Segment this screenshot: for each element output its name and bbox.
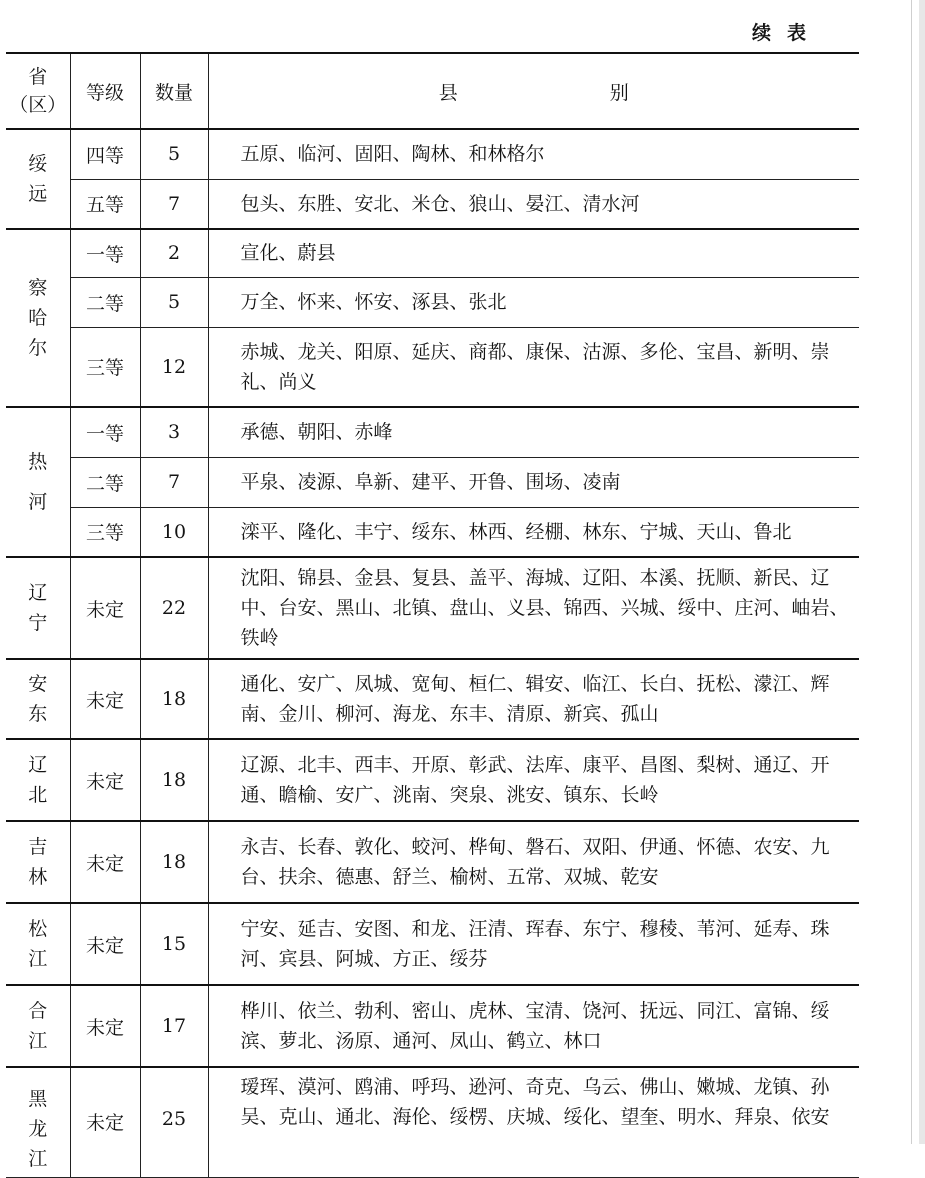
table-row [6, 229, 859, 277]
table-row [6, 659, 859, 739]
table-row [6, 557, 859, 659]
count-cell: 18 [140, 659, 208, 739]
counties-cell: 辽源、北丰、西丰、开原、彰武、法库、康平、昌图、梨树、通辽、开通、瞻榆、安广、洮南、突泉、洮安、镇东、长岭 [208, 739, 859, 821]
province-cell: 辽 宁 [6, 557, 70, 659]
grade-cell: 二等 [70, 457, 140, 507]
count-cell: 2 [140, 229, 208, 277]
counties-cell: 沈阳、锦县、金县、复县、盖平、海城、辽阳、本溪、抚顺、新民、辽中、台安、黑山、北镇、盘山、义县、锦西、兴城、绥中、庄河、岫岩、铁岭 [208, 557, 859, 659]
county-grade-table [6, 52, 859, 1178]
province-cell: 合 江 [6, 985, 70, 1067]
grade-cell: 未定 [70, 557, 140, 659]
count-cell: 18 [140, 739, 208, 821]
counties-cell: 万全、怀来、怀安、涿县、张北 [208, 277, 859, 327]
counties-cell: 宣化、蔚县 [208, 229, 859, 277]
table-header-row [6, 53, 859, 129]
grade-cell: 未定 [70, 659, 140, 739]
counties-cell: 滦平、隆化、丰宁、绥东、林西、经棚、林东、宁城、天山、鲁北 [208, 507, 859, 557]
table-row [6, 507, 859, 557]
count-cell: 3 [140, 407, 208, 457]
grade-cell: 未定 [70, 821, 140, 903]
grade-cell: 未定 [70, 985, 140, 1067]
count-cell: 22 [140, 557, 208, 659]
table-row [6, 327, 859, 407]
table-row [6, 1067, 859, 1177]
continued-table-label: 续 表 [752, 22, 809, 44]
grade-cell: 五等 [70, 179, 140, 229]
counties-cell: 包头、东胜、安北、米仓、狼山、晏江、清水河 [208, 179, 859, 229]
province-cell: 察 哈 尔 [6, 229, 70, 407]
table-row [6, 985, 859, 1067]
province-cell: 黑 龙 江 [6, 1067, 70, 1177]
province-cell: 辽 北 [6, 739, 70, 821]
province-cell: 吉 林 [6, 821, 70, 903]
table-row [6, 179, 859, 229]
table-row [6, 457, 859, 507]
grade-cell: 未定 [70, 739, 140, 821]
grade-cell: 一等 [70, 407, 140, 457]
table-row [6, 407, 859, 457]
grade-cell: 三等 [70, 507, 140, 557]
count-cell: 5 [140, 277, 208, 327]
counties-cell: 通化、安广、凤城、宽甸、桓仁、辑安、临江、长白、抚松、濛江、辉南、金川、柳河、海龙、东丰、清原、新宾、孤山 [208, 659, 859, 739]
grade-cell: 未定 [70, 1067, 140, 1177]
count-cell: 12 [140, 327, 208, 407]
counties-cell: 平泉、凌源、阜新、建平、开鲁、围场、凌南 [208, 457, 859, 507]
table-row [6, 903, 859, 985]
header-counties: 县 别 [208, 53, 859, 129]
counties-cell: 瑷珲、漠河、鸥浦、呼玛、逊河、奇克、乌云、佛山、嫩城、龙镇、孙吴、克山、通北、海伦、绥楞、庆城、绥化、望奎、明水、拜泉、依安 [208, 1067, 859, 1177]
count-cell: 17 [140, 985, 208, 1067]
count-cell: 15 [140, 903, 208, 985]
scan-edge-shadow [919, 0, 925, 1144]
grade-cell: 未定 [70, 903, 140, 985]
province-cell: 绥 远 [6, 129, 70, 229]
counties-cell: 赤城、龙关、阳原、延庆、商都、康保、沽源、多伦、宝昌、新明、崇礼、尚义 [208, 327, 859, 407]
header-province: 省 （区） [6, 53, 70, 129]
scan-edge-line [911, 0, 912, 1144]
table-row [6, 821, 859, 903]
count-cell: 5 [140, 129, 208, 179]
grade-cell: 四等 [70, 129, 140, 179]
province-cell: 热 河 [6, 407, 70, 557]
counties-cell: 五原、临河、固阳、陶林、和林格尔 [208, 129, 859, 179]
header-grade: 等级 [70, 53, 140, 129]
header-count: 数量 [140, 53, 208, 129]
grade-cell: 二等 [70, 277, 140, 327]
count-cell: 18 [140, 821, 208, 903]
table-row [6, 277, 859, 327]
count-cell: 7 [140, 457, 208, 507]
count-cell: 25 [140, 1067, 208, 1177]
province-cell: 安 东 [6, 659, 70, 739]
count-cell: 7 [140, 179, 208, 229]
grade-cell: 三等 [70, 327, 140, 407]
counties-cell: 承德、朝阳、赤峰 [208, 407, 859, 457]
province-cell: 松 江 [6, 903, 70, 985]
counties-cell: 永吉、长春、敦化、蛟河、桦甸、磐石、双阳、伊通、怀德、农安、九台、扶余、德惠、舒兰、榆树、五常、双城、乾安 [208, 821, 859, 903]
table-row [6, 739, 859, 821]
count-cell: 10 [140, 507, 208, 557]
counties-cell: 宁安、延吉、安图、和龙、汪清、珲春、东宁、穆稜、苇河、延寿、珠河、宾县、阿城、方正、绥芬 [208, 903, 859, 985]
counties-cell: 桦川、依兰、勃利、密山、虎林、宝清、饶河、抚远、同江、富锦、绥滨、萝北、汤原、通河、凤山、鹤立、林口 [208, 985, 859, 1067]
table-row [6, 129, 859, 179]
grade-cell: 一等 [70, 229, 140, 277]
